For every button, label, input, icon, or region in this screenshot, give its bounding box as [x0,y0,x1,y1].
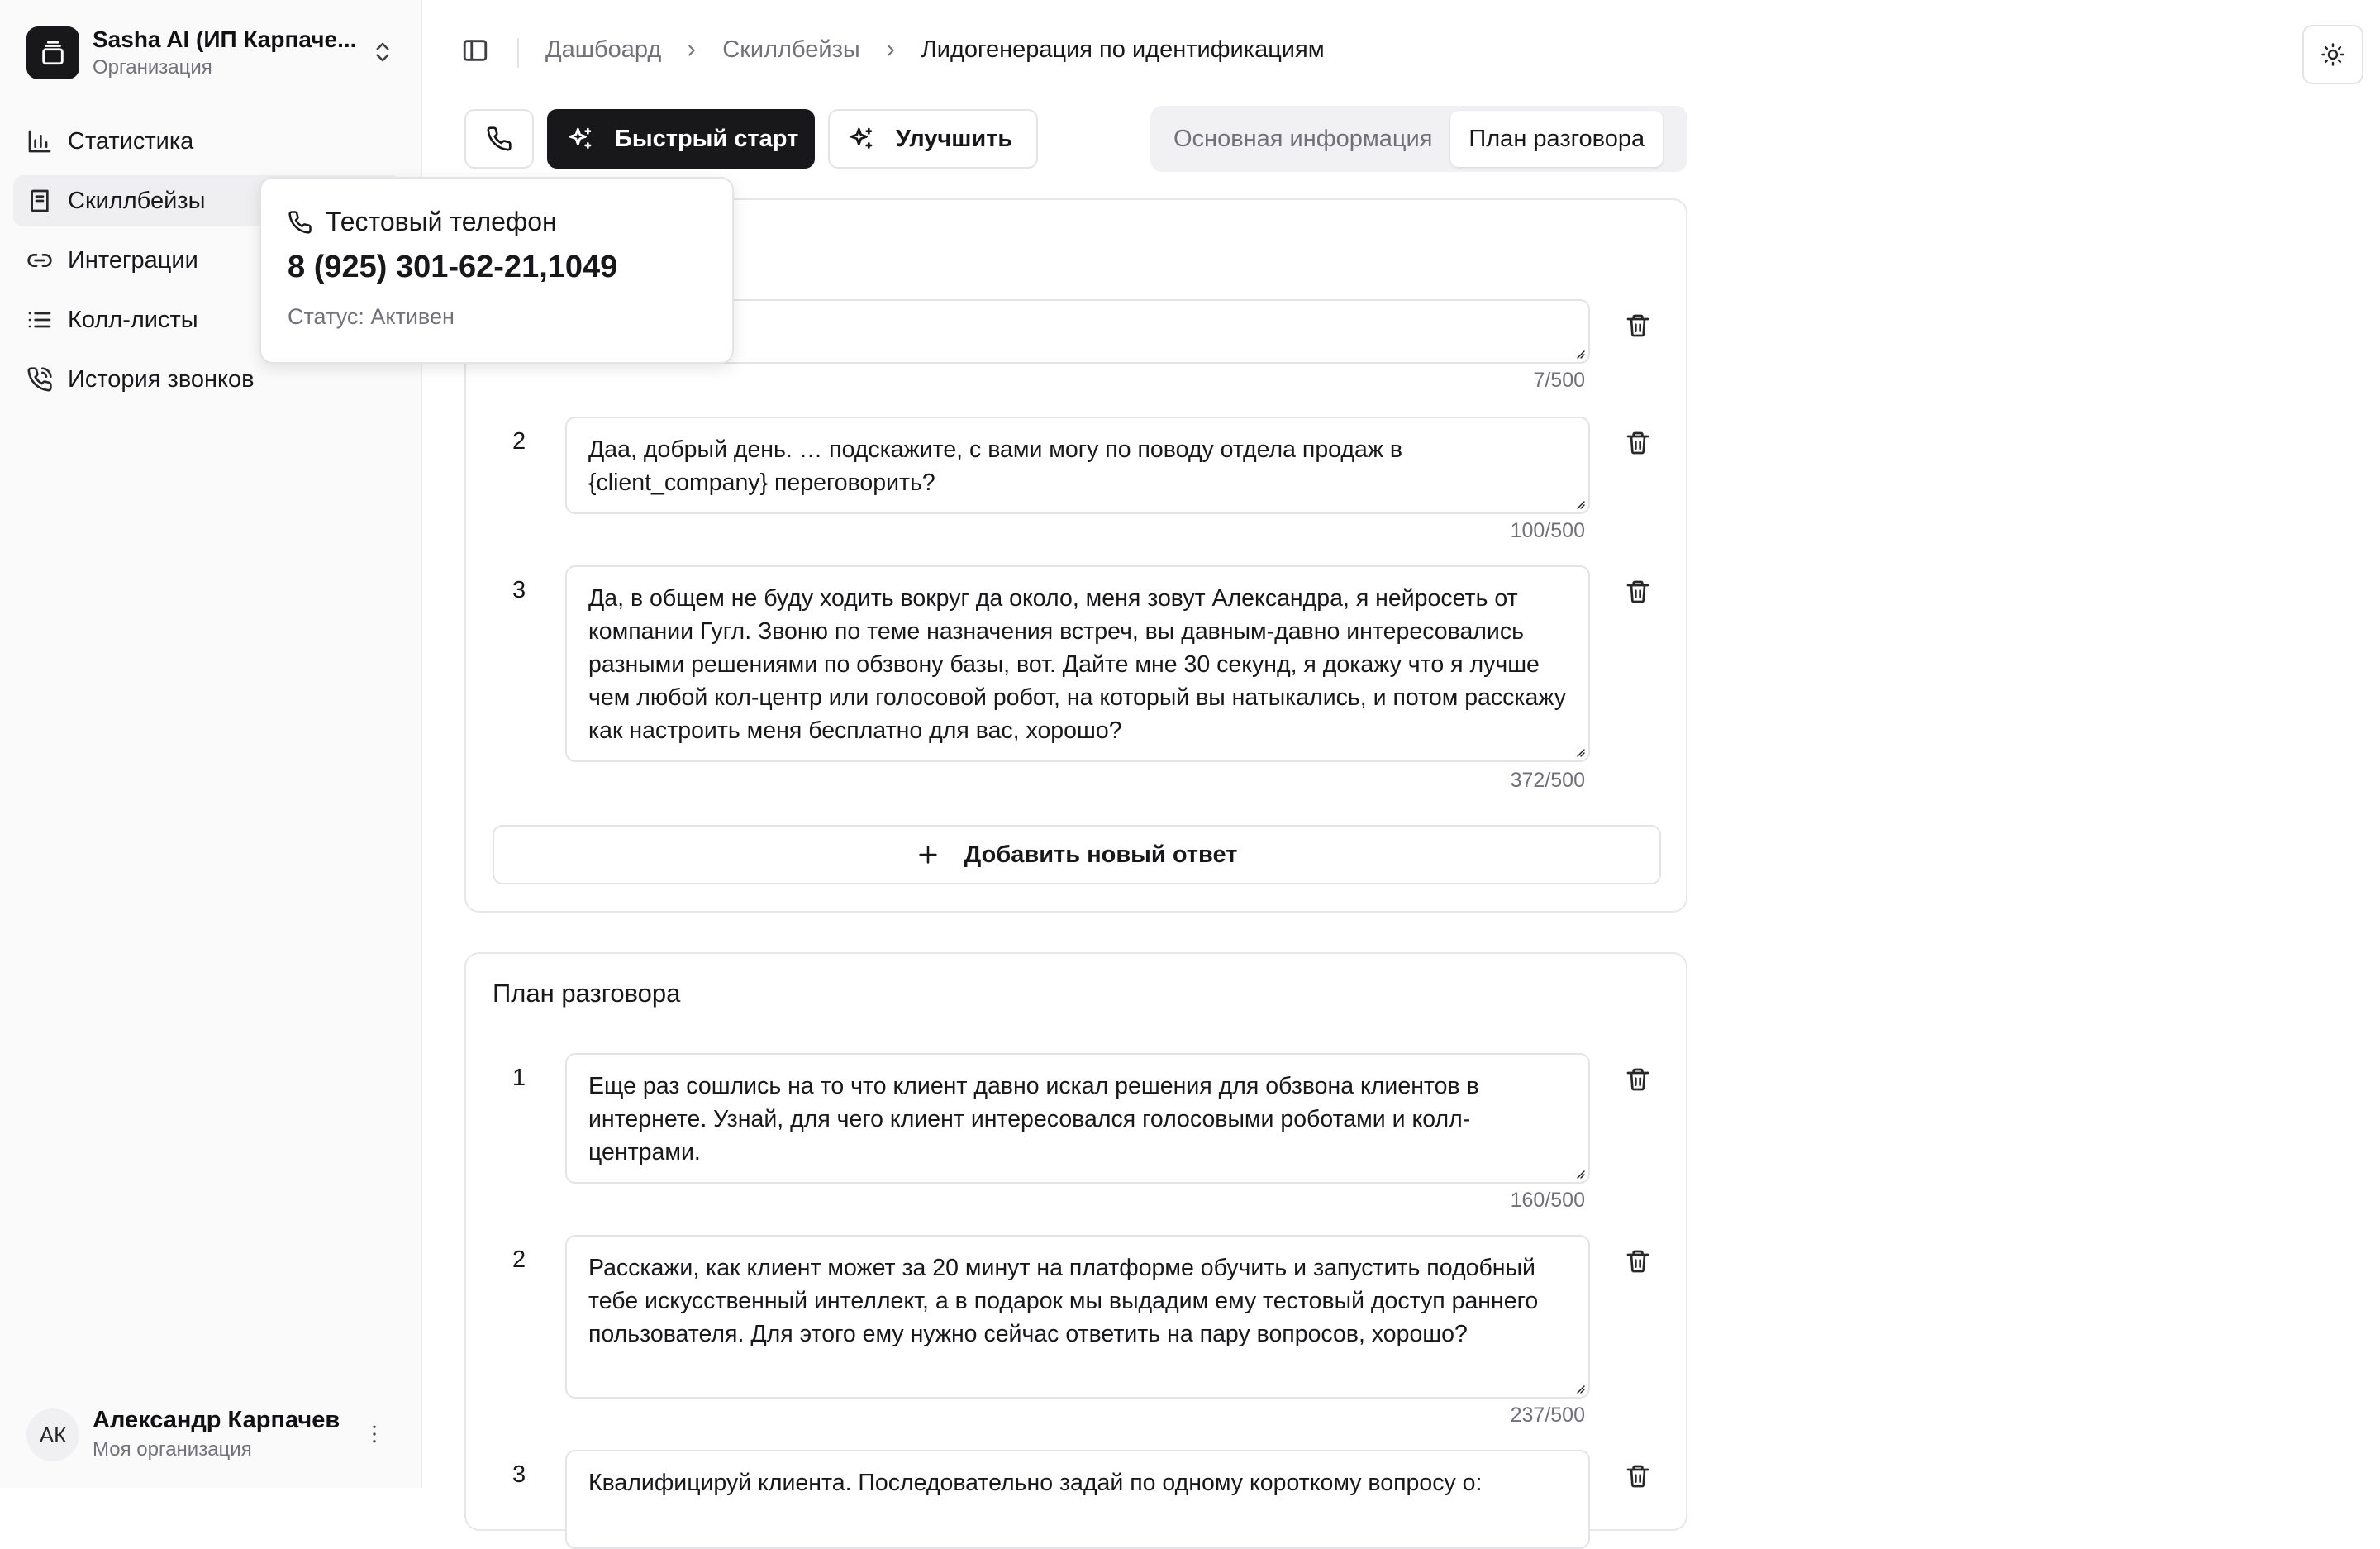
quick-start-button[interactable] [547,109,815,169]
divider [517,38,519,68]
user-org: Моя организация [93,1438,252,1461]
status-text: Статус: Активен [288,304,455,329]
sidebar-item-statistics[interactable] [13,116,402,167]
resize-handle-icon[interactable] [1573,498,1585,509]
plan-textarea[interactable] [565,1053,1590,1184]
bar-chart-icon [26,128,53,155]
phone-history-icon [26,366,53,393]
plus-icon [916,843,940,866]
char-count: 100/500 [1510,519,1585,542]
char-count: 372/500 [1510,769,1585,792]
sidebar-toggle-icon[interactable] [461,36,489,64]
breadcrumb-current: Лидогенерация по идентификациям [921,36,1325,63]
chevron-right-icon [683,41,701,60]
row-number: 2 [512,1246,526,1273]
chevron-right-icon [882,41,900,60]
trash-icon[interactable] [1625,1463,1651,1489]
tab-conversation-plan[interactable]: План разговора [1450,111,1663,167]
popover-title [288,207,557,237]
sidebar-item-label: Интеграции [68,246,198,274]
test-phone-number: 8 (925) 301-62-21,1049 [288,250,618,284]
user-name: Александр Карпачев [93,1407,340,1433]
plan-text: Еще раз сошлись на то что клиент давно искал решения для обзвона клиентов в интернете. Узнай, для чего клиент интересовался голосовыми роботами и колл-центрами. [588,1073,1479,1165]
sidebar-item-label: Скиллбейзы [68,187,206,214]
breadcrumb-skillbases[interactable]: Скиллбейзы [722,36,860,63]
tab-main-info[interactable]: Основная информация [1173,125,1433,152]
popover-title-text: Тестовый телефон [326,207,557,236]
response-textarea[interactable] [565,565,1590,762]
response-text: Даа, добрый день. … подскажите, с вами могу по поводу отдела продаж в {client_company} переговорить? [588,436,1403,496]
breadcrumb [545,36,1325,64]
row-number: 3 [512,577,526,603]
plan-textarea[interactable] [565,1235,1590,1399]
sidebar-item-label: Статистика [68,127,194,155]
sparkles-icon [848,126,874,152]
tabs [1150,106,1687,172]
test-phone-popover [259,177,734,364]
phone-icon [486,126,512,152]
user-menu[interactable] [26,1407,398,1465]
org-logo [26,26,79,79]
sidebar-item-label: История звонков [68,365,255,393]
trash-icon[interactable] [1625,312,1651,339]
response-text: Да, в общем не буду ходить вокруг да около, меня зовут Александра, я нейросеть от компании Гугл. Звоню по теме назначения встреч, вы давным-давно интересовались разными решениями по обзвону базы, вот. Дайте мне 30 секунд, я докажу что я лучше чем любой кол-центр или голосовой робот, на который вы натыкались, и потом расскажу как настроить меня бесплатно для вас, хорошо? [588,585,1566,744]
resize-handle-icon[interactable] [1573,1167,1585,1179]
char-count: 7/500 [1533,369,1585,392]
response-textarea[interactable] [565,417,1590,514]
theme-toggle-button[interactable] [2302,25,2363,84]
row-number: 1 [512,1065,526,1091]
breadcrumb-dashboard[interactable]: Дашбоард [545,36,662,63]
section-title: План разговора [493,979,681,1008]
improve-label: Улучшить [896,125,1013,152]
trash-icon[interactable] [1625,430,1651,456]
sun-icon [2320,42,2345,67]
sparkles-icon [567,126,593,152]
more-vertical-icon[interactable] [362,1422,387,1447]
test-call-button[interactable] [464,109,534,169]
header [423,0,2380,106]
avatar: АК [26,1408,79,1461]
char-count: 237/500 [1510,1404,1585,1427]
conversation-plan-card [464,952,1687,1531]
improve-button[interactable] [828,109,1038,169]
org-name: Sasha AI (ИП Карпаче... [93,26,357,52]
add-response-button[interactable] [493,825,1661,884]
book-icon [26,188,53,214]
trash-icon[interactable] [1625,579,1651,605]
quick-start-label: Быстрый старт [615,125,799,152]
list-icon [26,307,53,333]
row-number: 3 [512,1461,526,1488]
link-icon [26,247,53,274]
trash-icon[interactable] [1625,1248,1651,1275]
plan-text: Расскажи, как клиент может за 20 минут на платформе обучить и запустить подобный тебе искусственный интеллект, а в подарок мы выдадим ему тестовый доступ раннего пользователя. Для этого ему нужно сейчас ответить на пару вопросов, хорошо? [588,1255,1539,1347]
sidebar-item-label: Колл-листы [68,306,198,333]
char-count: 160/500 [1510,1189,1585,1212]
org-switcher[interactable] [26,25,398,81]
resize-handle-icon[interactable] [1573,347,1585,359]
chevrons-up-down-icon [370,40,395,64]
trash-icon[interactable] [1625,1066,1651,1093]
phone-icon [288,210,312,235]
org-subtitle: Организация [93,56,212,79]
plan-text: Квалифицируй клиента. Последовательно задай по одному короткому вопросу о: [588,1470,1483,1496]
plan-textarea[interactable] [565,1450,1590,1549]
resize-handle-icon[interactable] [1573,1382,1585,1394]
resize-handle-icon[interactable] [1573,746,1585,757]
add-response-label: Добавить новый ответ [964,841,1238,868]
row-number: 2 [512,428,526,455]
